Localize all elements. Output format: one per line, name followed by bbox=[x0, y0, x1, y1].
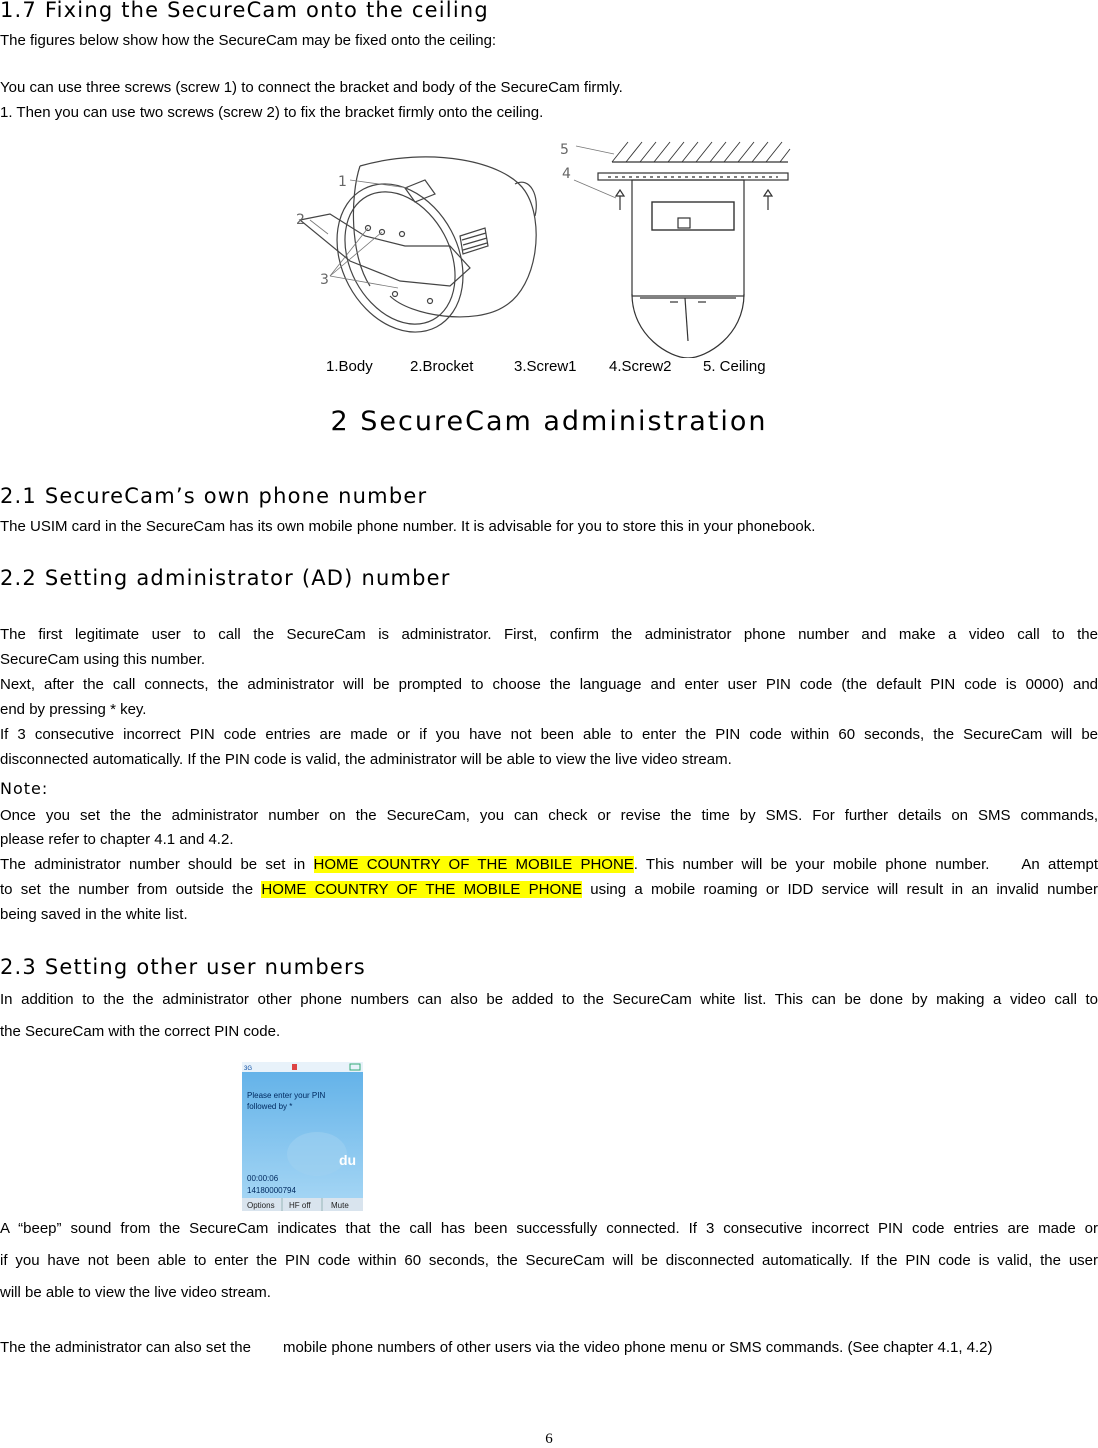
text-run: The administrator number should be set in bbox=[0, 856, 314, 873]
paragraph: The USIM card in the SecureCam has its own mobile phone number. It is advisable for you to store this in your phonebook. bbox=[0, 518, 816, 535]
chapter-heading-2: 2 SecureCam administration bbox=[330, 406, 768, 437]
paragraph-line bbox=[0, 1337, 993, 1359]
status-icon bbox=[292, 1064, 297, 1070]
section-heading-1-7: 1.7 Fixing the SecureCam onto the ceiling bbox=[0, 0, 489, 22]
paragraph: 1. Then you can use two screws (screw 2) to fix the bracket firmly onto the ceiling. bbox=[0, 104, 544, 121]
paragraph-line: If 3 consecutive incorrect PIN code entries are made or if you have not been able to enter the PIN code within 60 seconds, the SecureCam will be bbox=[0, 726, 1098, 743]
paragraph-line: end by pressing * key. bbox=[0, 701, 147, 718]
paragraph: The figures below show how the SecureCam may be fixed onto the ceiling: bbox=[0, 32, 497, 49]
paragraph-line: SecureCam using this number. bbox=[0, 651, 206, 668]
paragraph-line: Once you set the the administrator number on the SecureCam, you can check or revise the time by SMS. For further details on SMS commands, bbox=[0, 807, 1098, 824]
page-number: 6 bbox=[545, 1431, 553, 1447]
status-signal-label: 3G bbox=[244, 1066, 253, 1072]
paragraph-line bbox=[0, 854, 1098, 876]
paragraph-line: please refer to chapter 4.1 and 4.2. bbox=[0, 831, 234, 848]
pin-prompt-line-1: Please enter your PIN bbox=[247, 1091, 326, 1100]
paragraph: You can use three screws (screw 1) to connect the bracket and body of the SecureCam firmly. bbox=[0, 79, 623, 96]
softkey-mute[interactable]: Mute bbox=[331, 1201, 349, 1210]
callout-3: 3 bbox=[320, 272, 329, 288]
du-logo: du bbox=[339, 1152, 357, 1168]
callout-2: 2 bbox=[296, 212, 305, 228]
softkey-hf-off[interactable]: HF off bbox=[289, 1201, 311, 1210]
text-run: The the administrator can also set the bbox=[0, 1339, 251, 1356]
figure-caption-bracket: 2.Brocket bbox=[410, 358, 474, 375]
mounting-figure bbox=[290, 136, 800, 358]
paragraph-line: The first legitimate user to call the SecureCam is administrator. First, confirm the administrator phone number and make a video call to the bbox=[0, 626, 1098, 643]
callout-5: 5 bbox=[560, 142, 569, 158]
text-run: mobile phone numbers of other users via the video phone menu or SMS commands. (See chapter 4.1, 4.2) bbox=[282, 1339, 993, 1356]
ceiling-mount-drawing bbox=[598, 142, 790, 358]
text-run: An attempt bbox=[1021, 856, 1098, 873]
paragraph-line: if you have not been able to enter the PIN code within 60 seconds, the SecureCam will be disconnected automatically. If the PIN code is valid, the user bbox=[0, 1252, 1098, 1269]
highlight-home-country: HOME COUNTRY OF THE MOBILE PHONE bbox=[313, 856, 634, 873]
paragraph-line bbox=[0, 879, 1098, 901]
paragraph-line: In addition to the the administrator other phone numbers can also be added to the SecureCam white list. This can be done by making a video call to bbox=[0, 991, 1098, 1008]
paragraph-line: being saved in the white list. bbox=[0, 906, 188, 923]
softkey-options[interactable]: Options bbox=[247, 1201, 275, 1210]
text-run: to set the number from outside the bbox=[0, 881, 262, 898]
figure-caption-screw2: 4.Screw2 bbox=[609, 358, 672, 375]
paragraph-line: disconnected automatically. If the PIN code is valid, the administrator will be able to view the live video stream. bbox=[0, 751, 732, 768]
section-heading-2-3: 2.3 Setting other user numbers bbox=[0, 955, 366, 979]
section-heading-2-1: 2.1 SecureCam’s own phone number bbox=[0, 484, 428, 508]
callout-4: 4 bbox=[562, 166, 571, 182]
highlight-home-country: HOME COUNTRY OF THE MOBILE PHONE bbox=[261, 881, 582, 898]
paragraph-line: A “beep” sound from the SecureCam indicates that the call has been successfully connected. If 3 consecutive incorrect PIN code entries are made or bbox=[0, 1220, 1098, 1237]
text-run: . This number will be your mobile phone number. bbox=[633, 856, 990, 873]
figure-caption-body: 1.Body bbox=[326, 358, 373, 375]
phone-screenshot bbox=[242, 1062, 363, 1211]
camera-body-drawing bbox=[300, 157, 536, 354]
figure-caption-ceiling: 5. Ceiling bbox=[703, 358, 766, 375]
paragraph-line: Next, after the call connects, the administrator will be prompted to choose the language and enter user PIN code (the default PIN code is 0000) and bbox=[0, 676, 1098, 693]
section-heading-2-2: 2.2 Setting administrator (AD) number bbox=[0, 566, 451, 590]
paragraph-line: will be able to view the live video stream. bbox=[0, 1284, 271, 1301]
note-label: Note: bbox=[0, 779, 49, 798]
text-run: using a mobile roaming or IDD service will result in an invalid number bbox=[581, 881, 1098, 898]
callout-1: 1 bbox=[338, 174, 347, 190]
caller-number: 14180000794 bbox=[247, 1186, 296, 1195]
paragraph-line: the SecureCam with the correct PIN code. bbox=[0, 1023, 281, 1040]
call-timer: 00:00:06 bbox=[247, 1174, 279, 1183]
pin-prompt-line-2: followed by * bbox=[247, 1102, 293, 1111]
figure-caption-screw1: 3.Screw1 bbox=[514, 358, 577, 375]
